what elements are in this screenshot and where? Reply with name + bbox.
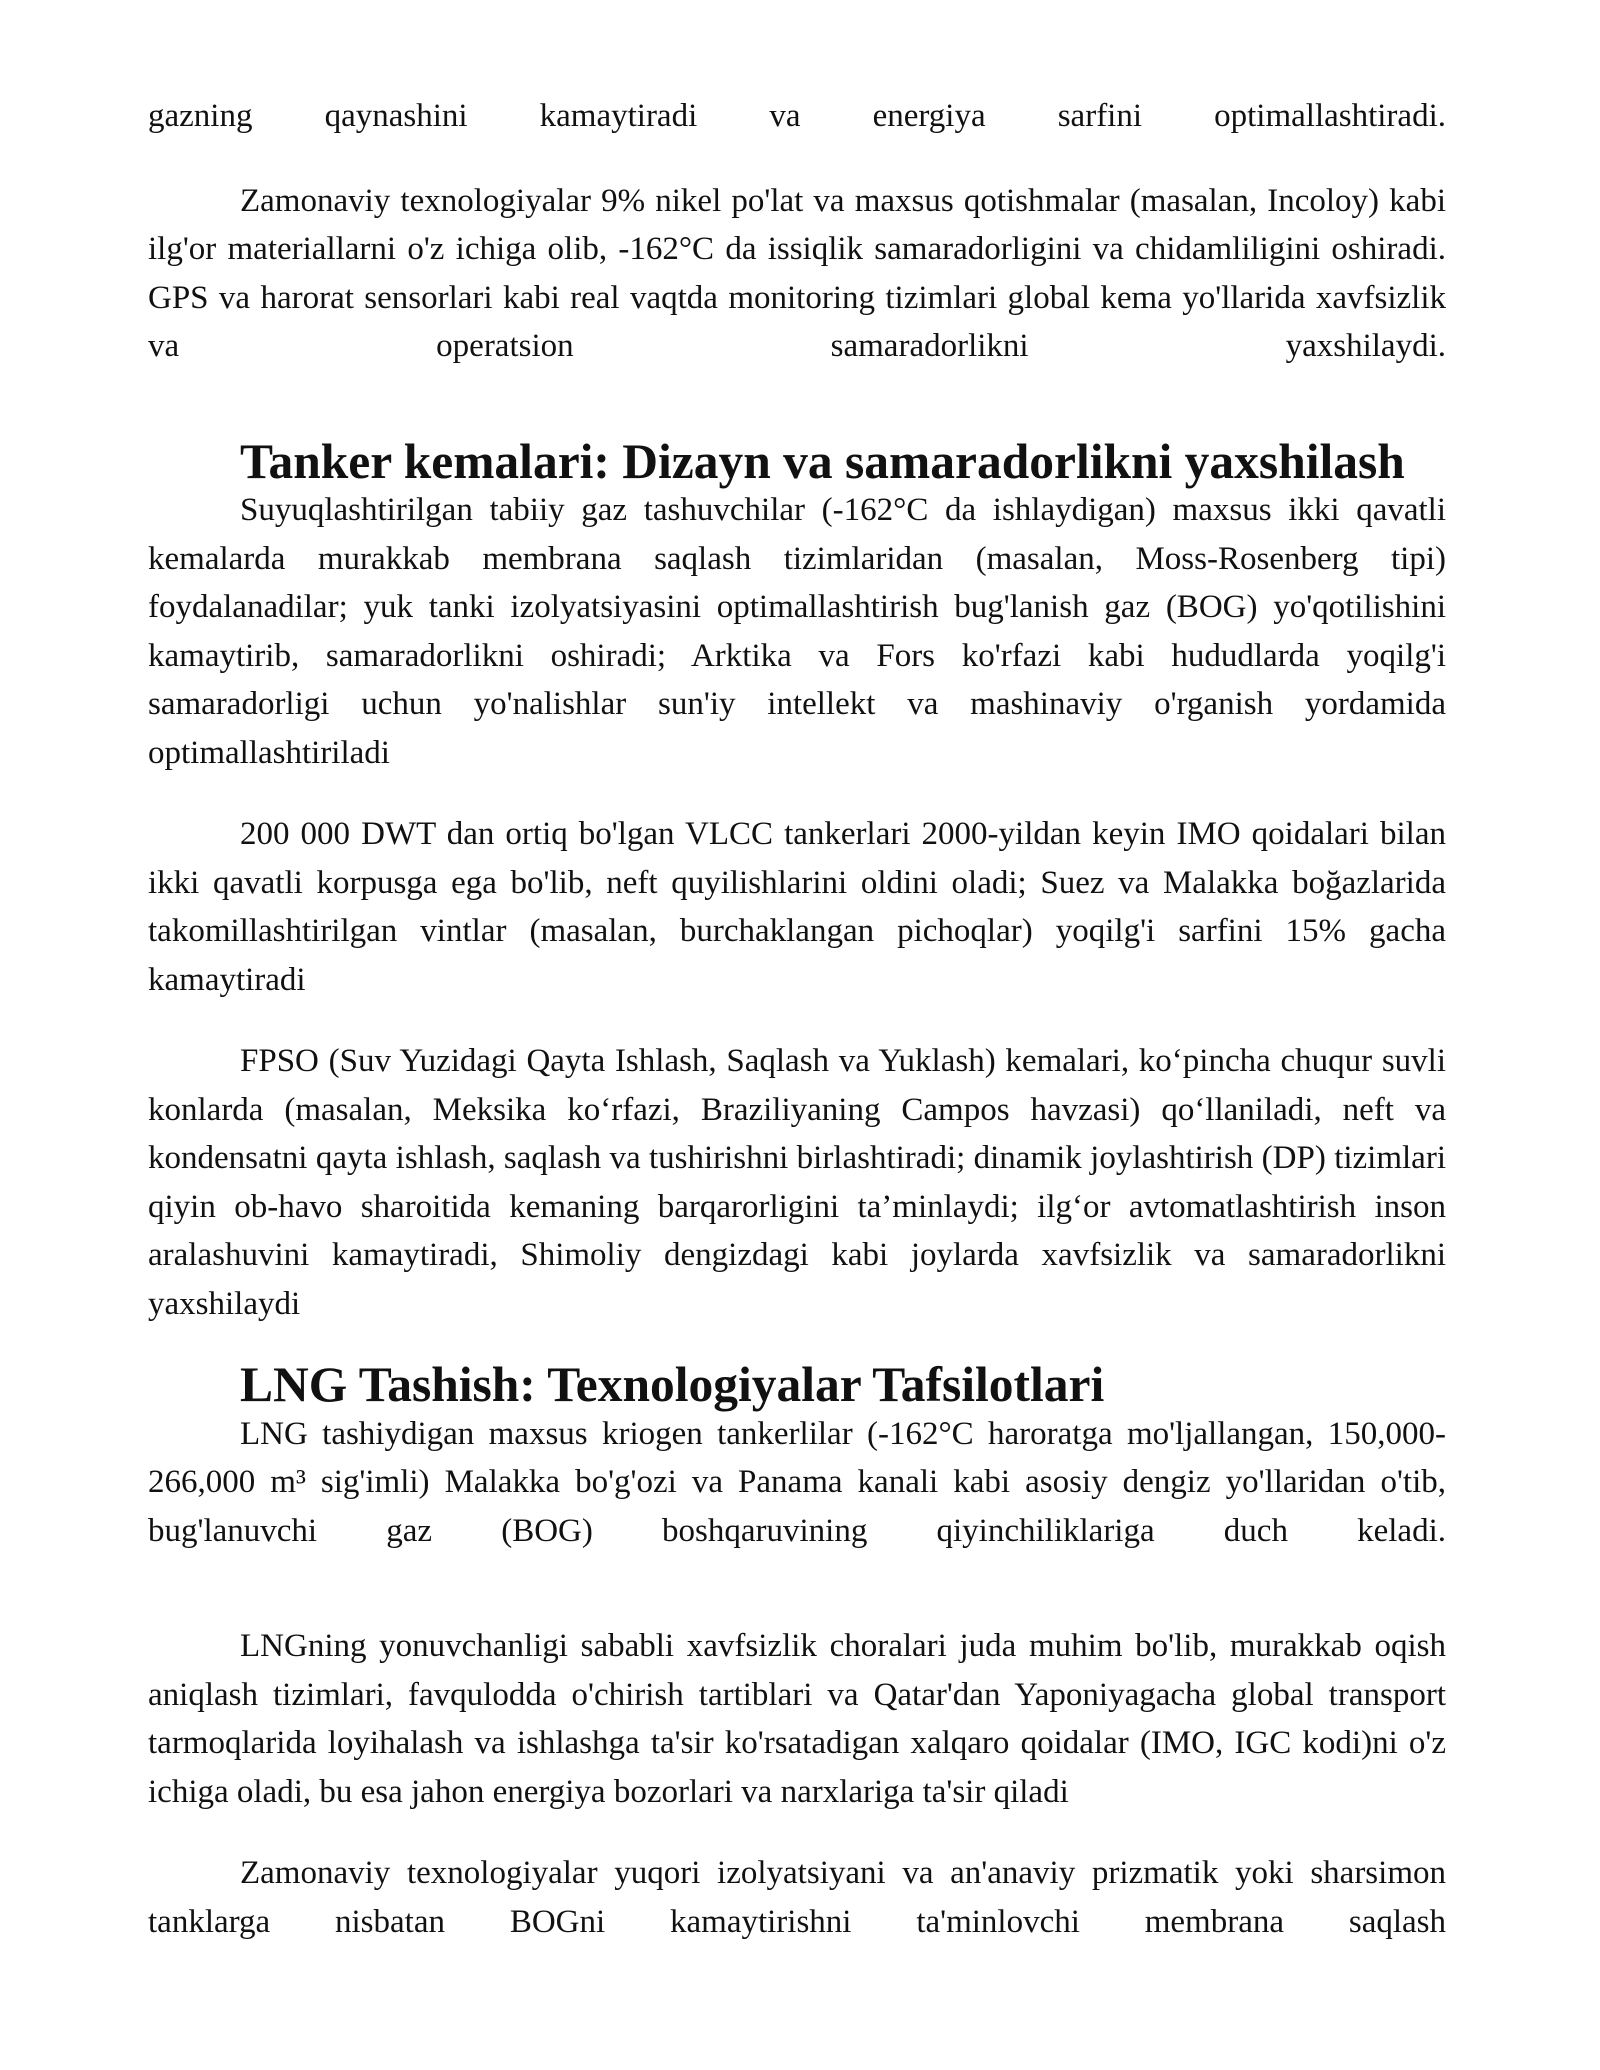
paragraph-modern-materials: Zamonaviy texnologiyalar 9% nikel po'lat va maxsus qotishmalar (masalan, Incoloy) kabi ilg'or materiallarni o'z ichiga olib, -162°C da issiqlik samaradorligini va chidamliligini oshiradi. GPS va harorat sensorlari kabi real vaqtda monitoring tizimlari global kema yo'llarida xavfsizlik va operatsion samaradorlikni yaxshilaydi. [148, 182, 1446, 364]
paragraph-spacer [148, 141, 1446, 177]
paragraph-lng-safety: LNGning yonuvchanligi sababli xavfsizlik choralari juda muhim bo'lib, murakkab oqish aniqlash tizimlari, favqulodda o'chirish tartiblari va Qatar'dan Yaponiyagacha global transport tarmoqlarida loyihalash va ishlashga ta'sir ko'rsatadigan xalqaro qoidalar (IMO, IGC kodi)ni o'z ichiga oladi, bu esa jahon energiya bozorlari va narxlariga ta'sir qiladi [148, 1628, 1446, 1810]
section-heading-tanker-ships: Tanker kemalari: Dizayn va samaradorlikni yaxshilash [240, 433, 1405, 489]
paragraph-spacer [148, 777, 1446, 810]
paragraph-cryogenic-tankers: LNG tashiydigan maxsus kriogen tankerlilar (-162°C haroratga mo'ljallangan, 150,000-266,000 m³ sig'imli) Malakka bo'g'ozi va Panama kanali kabi asosiy dengiz yo'llaridan o'tib, bug'lanuvchi gaz (BOG) boshqaruvining qiyinchiliklariga duch keladi. [148, 1415, 1446, 1549]
paragraph-fpso-vessels: FPSO (Suv Yuzidagi Qayta Ishlash, Saqlash va Yuklash) kemalari, ko‘pincha chuqur suvli konlarda (masalan, Meksika ko‘rfazi, Braziliyaning Campos havzasi) qo‘llaniladi, neft va kondensatni qayta ishlash, saqlash va tushirishni birlashtiradi; dinamik joylashtirish (DP) tizimlari qiyin ob-havo sharoitida kemaning barqarorligini ta’minlaydi; ilg‘or avtomatlashtirish inson aralashuvini kamaytiradi, Shimoliy dengizdagi kabi joylarda xavfsizlik va samaradorlikni yaxshilaydi [148, 1043, 1446, 1322]
document-page [148, 92, 1446, 1946]
paragraph-continuation: gazning qaynashini kamaytiradi va energiya sarfini optimallashtiradi. [148, 98, 1446, 134]
paragraph-spacer [148, 1004, 1446, 1037]
paragraph-membrane-storage: Zamonaviy texnologiyalar yuqori izolyatsiyani va an'anaviy prizmatik yoki sharsimon tanklarga nisbatan BOGni kamaytirishni ta'minlovchi membrana saqlash [148, 1855, 1446, 1940]
paragraph-spacer [148, 1555, 1446, 1622]
paragraph-lng-carriers: Suyuqlashtirilgan tabiiy gaz tashuvchilar (-162°C da ishlaydigan) maxsus ikki qavatli kemalarda murakkab membrana saqlash tizimlaridan (masalan, Moss-Rosenberg tipi) foydalanadilar; yuk tanki izolyatsiyasini optimallashtirish bug'lanish gaz (BOG) yo'qotilishini kamaytirib, samaradorlikni oshiradi; Arktika va Fors ko'rfazi kabi hududlarda yoqilg'i samaradorligi uchun yo'nalishlar sun'iy intellekt va mashinaviy o'rganish yordamida optimallashtiriladi [148, 492, 1446, 771]
paragraph-vlcc-tankers: 200 000 DWT dan ortiq bo'lgan VLCC tankerlari 2000-yildan keyin IMO qoidalari bilan ikki qavatli korpusga ega bo'lib, neft quyilishlarini oldini oladi; Suez va Malakka boğazlarida takomillashtirilgan vintlar (masalan, burchaklangan pichoqlar) yoqilg'i sarfini 15% gacha kamaytiradi [148, 816, 1446, 998]
paragraph-spacer [148, 1816, 1446, 1849]
paragraph-spacer [148, 371, 1446, 438]
section-heading-lng-transport: LNG Tashish: Texnologiyalar Tafsilotlari [240, 1357, 1105, 1412]
